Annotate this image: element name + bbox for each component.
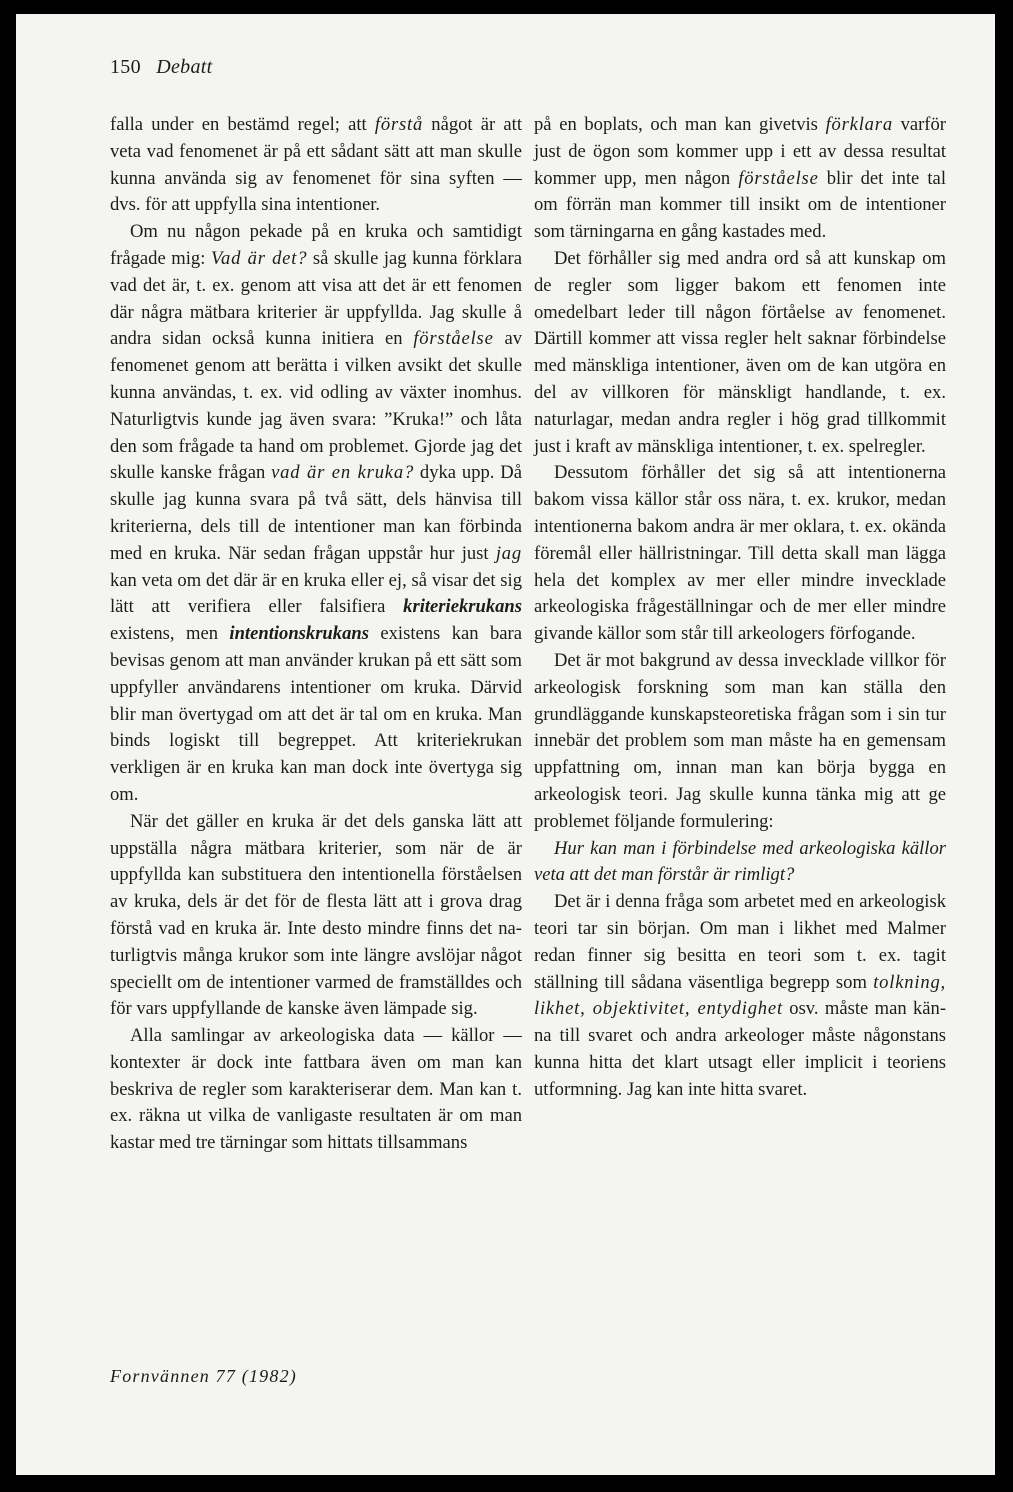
text-run: på en boplats, och man kan givetvis xyxy=(534,114,826,135)
emphasis-text: förståelse xyxy=(413,328,494,350)
paragraph xyxy=(110,219,522,809)
emphasis-text: förklara xyxy=(825,114,893,135)
paragraph xyxy=(534,648,946,836)
paragraph xyxy=(534,889,946,1103)
text-run: existens kan bara bevisas genom att man använder krukan på ett sätt som uppfyller användarens intentioner om kruka. Därvid blir man övertygad om att det är tal om en kruka. Man binds logiskt till begreppet. Att kriteriekrukan verkligen är en kruka kan man dock inte övertyga sig om. xyxy=(110,623,522,805)
text-run: Det är i denna fråga som arbetet med en arkeologisk teori tar sin början. Om man i likhet med Malmer redan finner sig besitta en teori som t. ex. tagit ställning till sådana väsentliga begrepp som xyxy=(534,891,946,993)
text-run: något är att veta vad fenomenet är på ett sådant sätt att man skulle kunna använda sig av fenomenet för sina syften — dvs. för att uppfylla sina intentioner. xyxy=(110,114,522,216)
emphasis-text: kriteriekrukans xyxy=(403,596,522,618)
journal-page xyxy=(16,14,995,1475)
paragraph xyxy=(534,112,946,246)
text-run: Det är mot bakgrund av dessa invecklade villkor för arkeologisk forskning som man kan ställa den grundläggande kunskapsteoretiska frågan som i sin tur innebär det problem som man måste ha en gemensam uppfattning om, innan man kan börja bygga en arkeologisk teori. Jag skulle kunna tänka mig att ge problemet följande formulering: xyxy=(534,649,946,832)
text-run: falla under en bestämd regel; att xyxy=(110,114,375,135)
text-run: Alla samlingar av arkeologiska data — källor — kontexter är dock inte fattbara även om man kan beskriva de regler som karakteriserar dem. Man kan t. ex. räkna ut vilka de vanligaste resultaten är om man kastar med tre tärningar som hittats tillsammans xyxy=(110,1025,522,1154)
text-run: blir det inte tal om förrän man kommer till insikt om de intentioner som tärningarna en gång kastades med. xyxy=(534,167,946,243)
paragraph xyxy=(110,1023,522,1157)
emphasis-text: intentionskrukans xyxy=(229,623,369,645)
paragraph xyxy=(110,809,522,1023)
text-run: Om nu någon pekade på en kruka och samtidigt frågade mig: xyxy=(110,221,522,269)
emphasis-text: Vad är det? xyxy=(210,247,308,269)
paragraph xyxy=(110,112,522,219)
text-run: så skulle jag kunna förklara vad det är, t. ex. genom att visa att det är ett fenomen där några mätbara kriterier är uppfyllda. Jag skulle å andra sidan också kunna initiera en xyxy=(110,247,522,350)
left-text-column xyxy=(110,112,522,1157)
emphasis-text: jag xyxy=(495,542,522,564)
journal-footer: Fornvännen 77 (1982) xyxy=(110,1366,297,1386)
emphasis-text: förstå xyxy=(374,114,424,135)
emphasis-text: förståelse xyxy=(738,167,819,189)
text-run: varför just de ögon som kommer upp i ett av dessa resultat kommer upp, men någon xyxy=(534,114,946,189)
text-run: osv. måste man känna till svaret och andra arkeologer måste någonstans kunna hitta det klart utsagt eller implicit i teoriens utformning. Jag kan inte hitta svaret. xyxy=(534,998,947,1100)
paragraph xyxy=(534,246,946,460)
section-title: Debatt xyxy=(156,56,213,78)
text-run: Hur kan man i förbindelse med arkeologiska källor veta att det man förstår är rimligt? xyxy=(534,837,946,886)
text-run: När det gäller en kruka är det dels ganska lätt att uppställa några mätbara kriterier, som när de är uppfyllda kan substituera den intentionella förståelsen av kruka, dels är det för de flesta lätt att i grova drag förstå vad en kruka är. Inte desto mindre finns det naturligtvis många krukor som inte längre avslöjar något speciellt om de intentioner varmed de framställdes och för vars uppfyllande de kanske även lämpade sig. xyxy=(110,810,522,1020)
text-run: Dessutom förhåller det sig så att intentionerna bakom vissa källor står oss nära, t. ex. krukor, medan intentionerna bakom andra är mer oklara, t. ex. okända föremål eller hällristningar. Till detta skall man lägga hela det komplex av mer eller mindre invecklade arkeologiska frågeställningar och de mer eller mindre givande källor som står till arkeologers förfogande. xyxy=(534,462,946,645)
text-run: av fenomenet genom att berätta i vilken avsikt det skulle kunna användas, t. ex. vid odling av växter inomhus. Naturligtvis kunde jag även svara: ”Kruka!” och låta den som frågade ta hand om problemet. Gjorde jag det skulle kanske frågan xyxy=(110,328,522,484)
emphasis-text: vad är en kruka? xyxy=(271,462,415,484)
right-text-column xyxy=(534,112,946,1103)
emphasis-text: tolkning, likhet, objektivitet, entydighet xyxy=(534,971,946,1020)
page-number: 150 xyxy=(110,56,141,78)
text-run: Det förhåller sig med andra ord så att kunskap om de regler som ligger bakom ett fenomen inte omedelbart leder till någon förtåelse av fenomenet. Därtill kommer att vissa regler helt saknar förbindelse med mänskliga intentioner, även om de kan utgöra en del av villkoren för mänskligt handlande, t. ex. naturlagar, medan andra regler i hög grad tillkommit just i kraft av mänskliga intentioner, t. ex. spelregler. xyxy=(534,247,946,457)
text-run: existens, men xyxy=(110,623,230,645)
paragraph xyxy=(534,460,946,648)
paragraph xyxy=(534,836,946,890)
text-run: kan veta om det där är en kruka eller ej, så visar det sig lätt att verifiera eller falsifiera xyxy=(110,569,522,618)
running-head xyxy=(110,56,212,79)
text-run: dyka upp. Då skulle jag kunna svara på två sätt, dels hänvisa till kriterierna, dels till de intentioner man kan förbinda med en kruka. När sedan frågan uppstår hur just xyxy=(110,462,522,564)
